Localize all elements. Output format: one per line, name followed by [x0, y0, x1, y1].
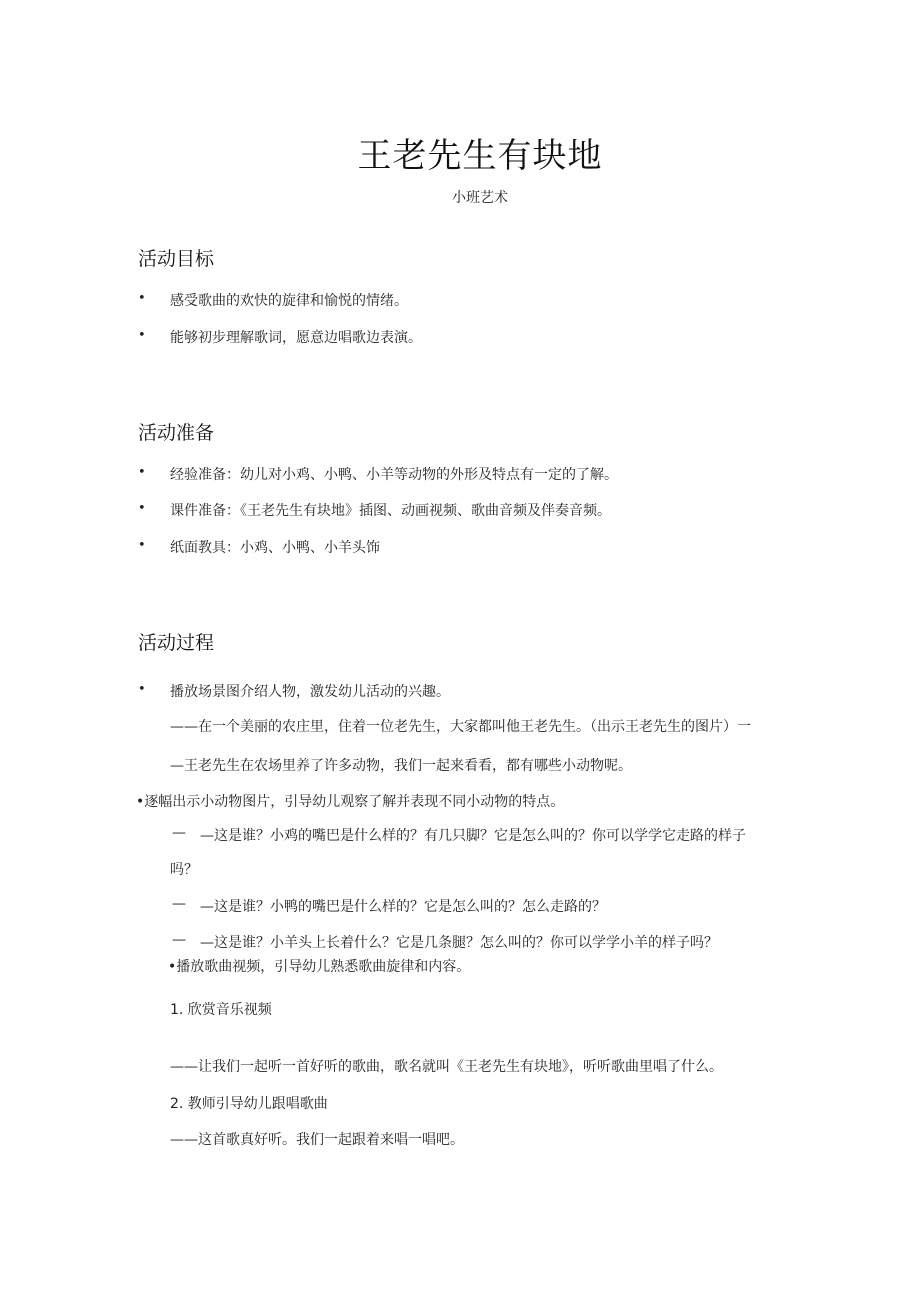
prep-item: 经验准备：幼儿对小鸡、小鸭、小羊等动物的外形及特点有一定的了解。 — [170, 467, 618, 483]
sub-step-2: 2. 教师引导幼儿跟唱歌曲 — [170, 1096, 328, 1112]
section-heading-process: 活动过程 — [138, 632, 215, 654]
sub-step-1-text: ——让我们一起听一首好听的歌曲，歌名就叫《王老先生有块地》，听听歌曲里唱了什么。 — [170, 1059, 723, 1075]
page-subtitle: 小班艺术 — [452, 190, 508, 206]
process-step-1-line-2: —王老先生在农场里养了许多动物，我们一起来看看，都有哪些小动物呢。 — [170, 758, 632, 774]
bullet-marker: • — [138, 465, 146, 480]
sub-step-1: 1. 欣赏音乐视频 — [170, 1002, 272, 1018]
question-chick: —这是谁？小鸡的嘴巴是什么样的？有几只脚？它是怎么叫的？你可以学学它走路的样子 — [200, 828, 746, 844]
prep-item: 课件准备：《王老先生有块地》插图、动画视频、歌曲音频及伴奏音频。 — [170, 503, 611, 519]
section-heading-goals: 活动目标 — [138, 248, 215, 270]
question-duck: —这是谁？小鸭的嘴巴是什么样的？它是怎么叫的？怎么走路的？ — [200, 899, 606, 915]
bullet-marker: • — [138, 291, 146, 306]
question-chick-cont: 吗？ — [170, 862, 198, 878]
section-heading-prep: 活动准备 — [138, 422, 215, 444]
bullet-marker: • — [138, 328, 146, 343]
page-title: 王老先生有块地 — [357, 136, 603, 176]
process-step-2: •逐幅出示小动物图片，引导幼儿观察了解并表现不同小动物的特点。 — [136, 794, 565, 810]
goal-item: 感受歌曲的欢快的旋律和愉悦的情绪。 — [170, 293, 408, 309]
bullet-marker: • — [138, 538, 146, 553]
process-step-3: •播放歌曲视频，引导幼儿熟悉歌曲旋律和内容。 — [168, 959, 471, 975]
dash-marker: — — [172, 896, 186, 912]
bullet-marker: • — [138, 501, 146, 516]
goal-item: 能够初步理解歌词，愿意边唱歌边表演。 — [170, 330, 422, 346]
prep-item: 纸面教具：小鸡、小鸭、小羊头饰 — [170, 540, 380, 556]
dash-marker: — — [172, 932, 186, 948]
bullet-marker: • — [138, 682, 146, 697]
process-step-1-line-1: ——在一个美丽的农庄里，住着一位老先生，大家都叫他王老先生。（出示王老先生的图片）一 — [170, 719, 751, 735]
question-sheep: —这是谁？小羊头上长着什么？它是几条腿？怎么叫的？你可以学学小羊的样子吗？ — [200, 935, 718, 951]
sub-step-2-text: ——这首歌真好听。我们一起跟着来唱一唱吧。 — [170, 1132, 464, 1148]
dash-marker: — — [172, 825, 186, 841]
process-step-1: 播放场景图介绍人物，激发幼儿活动的兴趣。 — [170, 684, 450, 700]
